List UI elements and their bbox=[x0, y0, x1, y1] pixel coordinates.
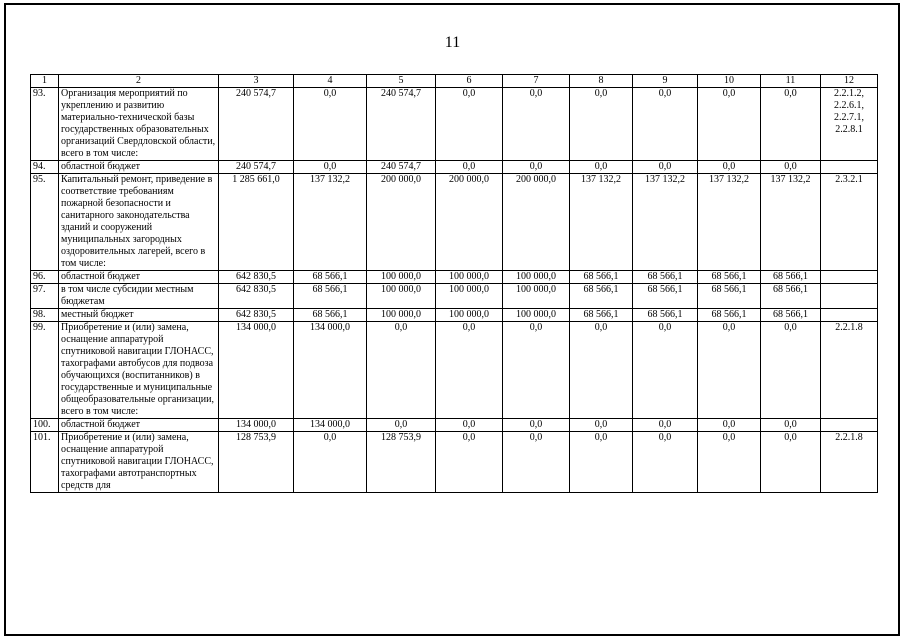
value-cell: 68 566,1 bbox=[761, 271, 821, 284]
row-number: 97. bbox=[31, 284, 59, 309]
table-row bbox=[31, 88, 878, 161]
target-code-cell: 2.2.1.8 bbox=[821, 432, 878, 493]
value-cell: 137 132,2 bbox=[698, 174, 761, 271]
row-name: в том числе субсидии местным бюджетам bbox=[59, 284, 219, 309]
value-cell: 68 566,1 bbox=[698, 271, 761, 284]
value-cell: 0,0 bbox=[436, 432, 503, 493]
row-name: областной бюджет bbox=[59, 419, 219, 432]
value-cell: 200 000,0 bbox=[367, 174, 436, 271]
table-header-row bbox=[31, 75, 878, 88]
value-cell: 137 132,2 bbox=[761, 174, 821, 271]
value-cell: 1 285 661,0 bbox=[219, 174, 294, 271]
row-number: 95. bbox=[31, 174, 59, 271]
value-cell: 100 000,0 bbox=[367, 284, 436, 309]
value-cell: 0,0 bbox=[367, 419, 436, 432]
row-name: Капитальный ремонт, приведение в соответствие требованиям пожарной безопасности и санитарного законодательства зданий и сооружений муниципальных загородных оздоровительных лагерей, всего в том числе: bbox=[59, 174, 219, 271]
value-cell: 68 566,1 bbox=[698, 309, 761, 322]
value-cell: 0,0 bbox=[633, 432, 698, 493]
row-number: 94. bbox=[31, 161, 59, 174]
value-cell: 68 566,1 bbox=[633, 271, 698, 284]
value-cell: 100 000,0 bbox=[503, 271, 570, 284]
target-code-cell: 2.2.1.2, 2.2.6.1, 2.2.7.1, 2.2.8.1 bbox=[821, 88, 878, 161]
header-cell: 6 bbox=[436, 75, 503, 88]
value-cell: 0,0 bbox=[503, 322, 570, 419]
value-cell: 137 132,2 bbox=[570, 174, 633, 271]
value-cell: 68 566,1 bbox=[570, 284, 633, 309]
value-cell: 68 566,1 bbox=[761, 284, 821, 309]
target-code-cell bbox=[821, 419, 878, 432]
value-cell: 642 830,5 bbox=[219, 271, 294, 284]
target-code-cell bbox=[821, 161, 878, 174]
value-cell: 128 753,9 bbox=[219, 432, 294, 493]
table-row bbox=[31, 161, 878, 174]
value-cell: 100 000,0 bbox=[503, 309, 570, 322]
value-cell: 240 574,7 bbox=[219, 88, 294, 161]
table-row bbox=[31, 419, 878, 432]
value-cell: 0,0 bbox=[436, 419, 503, 432]
value-cell: 0,0 bbox=[633, 419, 698, 432]
target-code-cell bbox=[821, 271, 878, 284]
value-cell: 0,0 bbox=[570, 419, 633, 432]
value-cell: 0,0 bbox=[570, 88, 633, 161]
value-cell: 100 000,0 bbox=[367, 309, 436, 322]
value-cell: 0,0 bbox=[570, 161, 633, 174]
target-code-cell: 2.2.1.8 bbox=[821, 322, 878, 419]
value-cell: 642 830,5 bbox=[219, 309, 294, 322]
value-cell: 0,0 bbox=[436, 322, 503, 419]
value-cell: 0,0 bbox=[761, 432, 821, 493]
header-cell: 1 bbox=[31, 75, 59, 88]
value-cell: 0,0 bbox=[503, 88, 570, 161]
value-cell: 68 566,1 bbox=[570, 309, 633, 322]
value-cell: 134 000,0 bbox=[219, 419, 294, 432]
value-cell: 200 000,0 bbox=[436, 174, 503, 271]
value-cell: 68 566,1 bbox=[633, 309, 698, 322]
row-number: 100. bbox=[31, 419, 59, 432]
header-cell: 3 bbox=[219, 75, 294, 88]
value-cell: 0,0 bbox=[698, 322, 761, 419]
value-cell: 0,0 bbox=[294, 88, 367, 161]
value-cell: 0,0 bbox=[436, 161, 503, 174]
value-cell: 0,0 bbox=[698, 419, 761, 432]
value-cell: 240 574,7 bbox=[367, 161, 436, 174]
page-blank-area bbox=[30, 566, 878, 634]
value-cell: 134 000,0 bbox=[294, 419, 367, 432]
value-cell: 68 566,1 bbox=[633, 284, 698, 309]
target-code-cell bbox=[821, 309, 878, 322]
row-name: местный бюджет bbox=[59, 309, 219, 322]
value-cell: 0,0 bbox=[503, 161, 570, 174]
page-number: 11 bbox=[444, 34, 461, 51]
value-cell: 0,0 bbox=[761, 88, 821, 161]
value-cell: 0,0 bbox=[633, 161, 698, 174]
value-cell: 134 000,0 bbox=[219, 322, 294, 419]
row-number: 99. bbox=[31, 322, 59, 419]
value-cell: 137 132,2 bbox=[633, 174, 698, 271]
header-cell: 4 bbox=[294, 75, 367, 88]
value-cell: 0,0 bbox=[570, 322, 633, 419]
value-cell: 68 566,1 bbox=[294, 284, 367, 309]
table-row bbox=[31, 174, 878, 271]
value-cell: 0,0 bbox=[294, 161, 367, 174]
value-cell: 100 000,0 bbox=[367, 271, 436, 284]
row-number: 93. bbox=[31, 88, 59, 161]
row-name: областной бюджет bbox=[59, 161, 219, 174]
row-name: областной бюджет bbox=[59, 271, 219, 284]
value-cell: 68 566,1 bbox=[761, 309, 821, 322]
value-cell: 100 000,0 bbox=[503, 284, 570, 309]
target-code-cell: 2.3.2.1 bbox=[821, 174, 878, 271]
header-cell: 7 bbox=[503, 75, 570, 88]
table-row bbox=[31, 271, 878, 284]
target-code-cell bbox=[821, 284, 878, 309]
row-name: Приобретение и (или) замена, оснащение аппаратурой спутниковой навигации ГЛОНАСС, тахографами автобусов для подвоза обучающихся (воспитанников) в государственные и муниципальные общеобразовательные организации, всего в том числе: bbox=[59, 322, 219, 419]
value-cell: 100 000,0 bbox=[436, 284, 503, 309]
table-row bbox=[31, 322, 878, 419]
value-cell: 100 000,0 bbox=[436, 309, 503, 322]
value-cell: 0,0 bbox=[503, 432, 570, 493]
value-cell: 0,0 bbox=[633, 322, 698, 419]
value-cell: 240 574,7 bbox=[367, 88, 436, 161]
value-cell: 68 566,1 bbox=[294, 271, 367, 284]
header-cell: 10 bbox=[698, 75, 761, 88]
value-cell: 240 574,7 bbox=[219, 161, 294, 174]
header-cell: 8 bbox=[570, 75, 633, 88]
value-cell: 0,0 bbox=[698, 161, 761, 174]
row-name: Приобретение и (или) замена, оснащение аппаратурой спутниковой навигации ГЛОНАСС, тахографами автотранспортных средств для bbox=[59, 432, 219, 493]
table-row bbox=[31, 284, 878, 309]
header-cell: 9 bbox=[633, 75, 698, 88]
row-number: 96. bbox=[31, 271, 59, 284]
row-name: Организация мероприятий по укреплению и развитию материально-технической базы государственных образовательных организаций Свердловской области, всего в том числе: bbox=[59, 88, 219, 161]
table-row bbox=[31, 309, 878, 322]
value-cell: 128 753,9 bbox=[367, 432, 436, 493]
budget-table bbox=[30, 74, 878, 493]
header-cell: 11 bbox=[761, 75, 821, 88]
value-cell: 68 566,1 bbox=[570, 271, 633, 284]
row-number: 101. bbox=[31, 432, 59, 493]
value-cell: 68 566,1 bbox=[294, 309, 367, 322]
value-cell: 0,0 bbox=[698, 432, 761, 493]
value-cell: 0,0 bbox=[761, 419, 821, 432]
value-cell: 0,0 bbox=[698, 88, 761, 161]
value-cell: 0,0 bbox=[570, 432, 633, 493]
value-cell: 0,0 bbox=[761, 161, 821, 174]
value-cell: 0,0 bbox=[367, 322, 436, 419]
header-cell: 12 bbox=[821, 75, 878, 88]
value-cell: 0,0 bbox=[503, 419, 570, 432]
value-cell: 200 000,0 bbox=[503, 174, 570, 271]
value-cell: 137 132,2 bbox=[294, 174, 367, 271]
value-cell: 0,0 bbox=[294, 432, 367, 493]
value-cell: 0,0 bbox=[761, 322, 821, 419]
value-cell: 134 000,0 bbox=[294, 322, 367, 419]
value-cell: 642 830,5 bbox=[219, 284, 294, 309]
value-cell: 100 000,0 bbox=[436, 271, 503, 284]
row-number: 98. bbox=[31, 309, 59, 322]
header-cell: 2 bbox=[59, 75, 219, 88]
header-cell: 5 bbox=[367, 75, 436, 88]
table-row bbox=[31, 432, 878, 493]
value-cell: 68 566,1 bbox=[698, 284, 761, 309]
value-cell: 0,0 bbox=[436, 88, 503, 161]
value-cell: 0,0 bbox=[633, 88, 698, 161]
